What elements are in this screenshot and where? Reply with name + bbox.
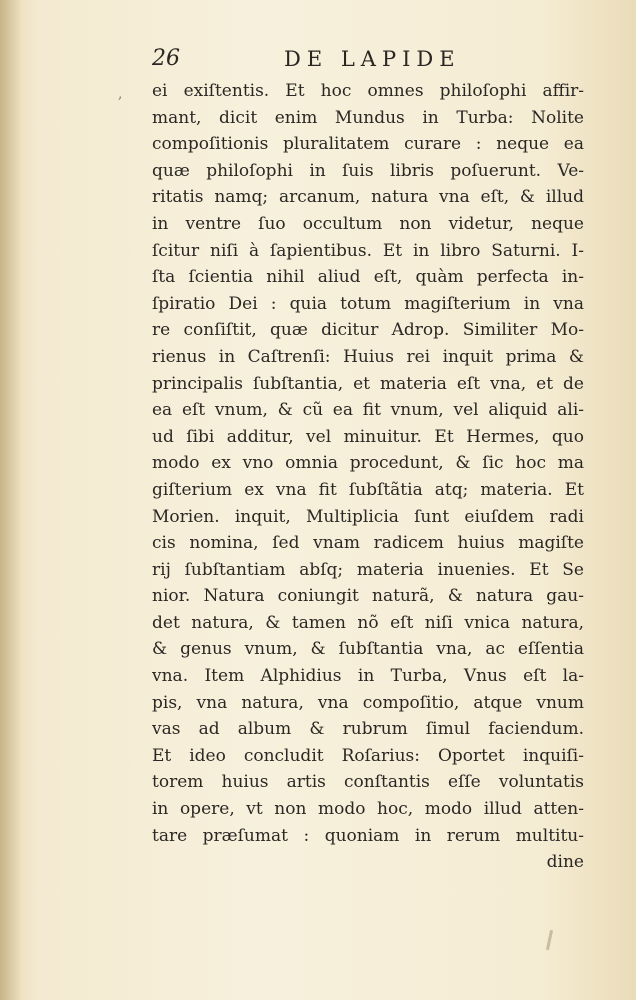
text-line: torem huius artis conſtantis eſſe voluntatis — [152, 772, 584, 793]
text-line: ud ſibi additur, vel minuitur. Et Hermes, quo — [152, 426, 584, 447]
text-line: mant, dicit enim Mundus in Turba: Nolite — [152, 107, 584, 128]
catchword: dine — [546, 852, 584, 873]
text-line: modo ex vno omnia procedunt, & ſic hoc ma — [152, 453, 584, 474]
text-line: compoſitionis pluralitatem curare : neque ea — [152, 134, 584, 155]
text-line: ei exiſtentis. Et hoc omnes philoſophi affir- — [152, 81, 584, 101]
text-line: in opere, vt non modo hoc, modo illud atten- — [152, 799, 584, 820]
text-line: rij ſubſtantiam abſq; materia inuenies. Et Se — [152, 559, 584, 580]
running-title: DE LAPIDE — [284, 47, 461, 71]
text-line: cis nomina, ſed vnam radicem huius magiſte — [152, 533, 584, 554]
text-line: tare præſumat : quoniam in rerum multitu- — [152, 825, 584, 846]
text-line: vna. Item Alphidius in Turba, Vnus eſt la- — [152, 666, 584, 687]
text-line: rienus in Caſtrenſi: Huius rei inquit prima & — [152, 346, 584, 367]
text-line: det natura, & tamen nõ eſt niſi vnica natura, — [152, 612, 584, 633]
text-line: & genus vnum, & ſubſtantia vna, ac eſſentia — [152, 639, 584, 660]
text-line: giſterium ex vna fit ſubſtãtia atq; materia. Et — [152, 479, 584, 500]
text-line: ea eſt vnum, & cũ ea fit vnum, vel aliquid ali- — [152, 400, 584, 421]
text-line: vas ad album & rubrum ſimul faciendum. — [152, 719, 584, 740]
gutter-shadow — [0, 0, 22, 1000]
text-line: ſcitur niſi à ſapientibus. Et in libro Saturni. I- — [152, 240, 584, 261]
text-line: Et ideo concludit Roſarius: Oportet inquiſi- — [152, 745, 584, 766]
text-line: in ventre ſuo occultum non videtur, neque — [152, 213, 584, 234]
text-line: nior. Natura coniungit naturã, & natura gau- — [152, 586, 584, 607]
paper-stain — [546, 930, 553, 950]
body-text — [152, 78, 584, 876]
text-line: Morien. inquit, Multiplicia ſunt eiuſdem radi — [152, 506, 584, 527]
text-line: re conſiſtit, quæ dicitur Adrop. Similiter Mo- — [152, 320, 584, 341]
margin-mark: , — [118, 86, 123, 102]
text-line: ſta ſcientia nihil aliud eſt, quàm perfecta in- — [152, 267, 584, 288]
page-header — [152, 46, 584, 80]
text-line: ſpiratio Dei : quia totum magiſterium in vna — [152, 293, 584, 314]
text-line: pis, vna natura, vna compoſitio, atque vnum — [152, 692, 584, 713]
text-line: ritatis namq; arcanum, natura vna eſt, & illud — [152, 187, 584, 208]
page-number: 26 — [152, 46, 180, 71]
text-line: principalis ſubſtantia, et materia eſt vna, et de — [152, 373, 584, 394]
text-line: quæ philoſophi in ſuis libris poſuerunt. Ve- — [152, 160, 584, 181]
